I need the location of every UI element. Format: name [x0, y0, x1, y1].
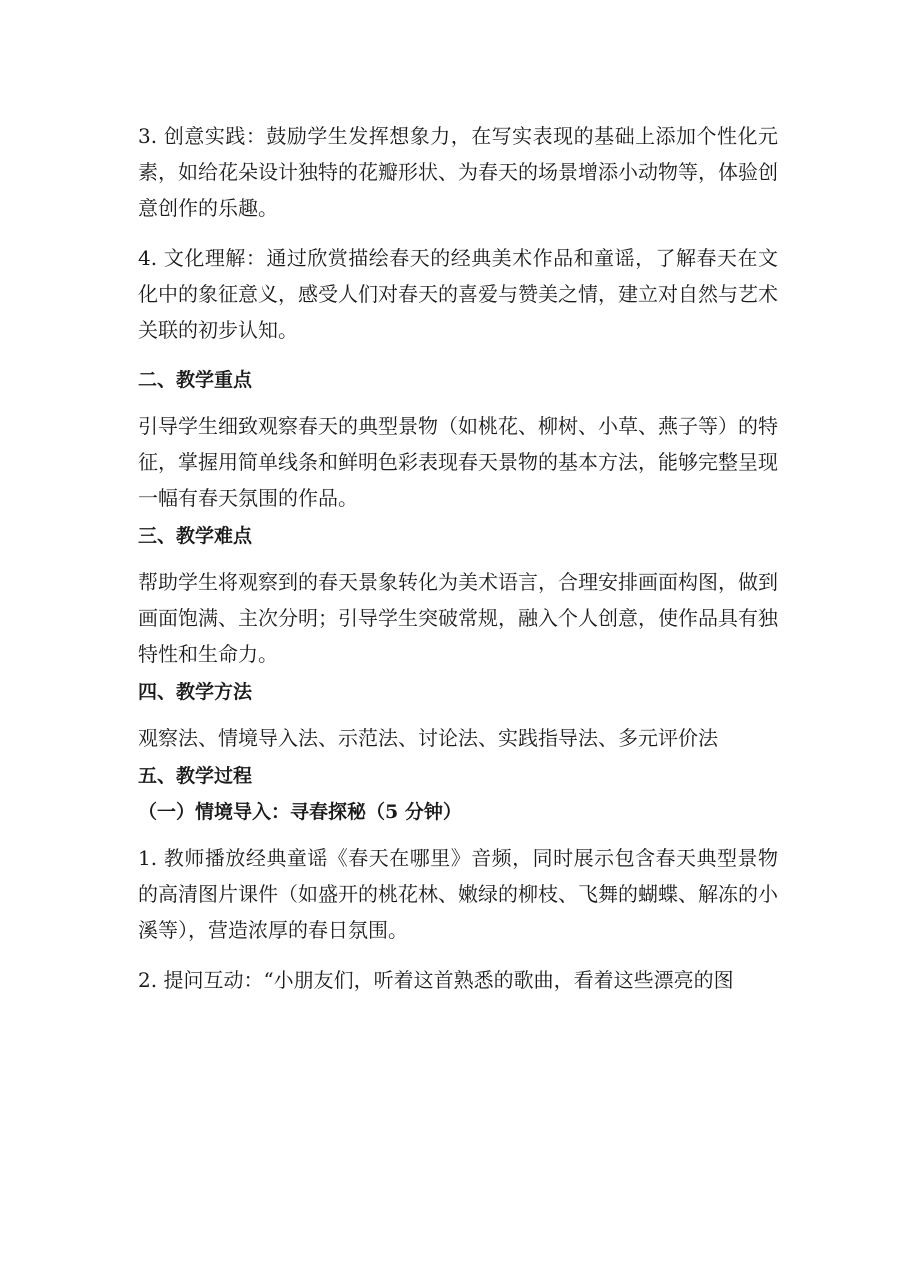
- section-heading-methods: 四、教学方法: [138, 681, 253, 703]
- section-heading-process: 五、教学过程: [138, 765, 253, 787]
- paragraph-creative-practice: 3. 创意实践：鼓励学生发挥想象力，在写实表现的基础上添加个性化元素，如给花朵设计独特的花瓣形状、为春天的场景增添小动物等，体验创意创作的乐趣。: [138, 124, 778, 220]
- paragraph-process-step-2: 2. 提问互动：“小朋友们，听着这首熟悉的歌曲，看着这些漂亮的图: [138, 968, 734, 992]
- document-page: [138, 118, 778, 998]
- section-heading-key-points: 二、教学重点: [138, 369, 253, 391]
- paragraph-process-step-1: 1. 教师播放经典童谣《春天在哪里》音频，同时展示包含春天典型景物的高清图片课件（如盛开的桃花林、嫩绿的柳枝、飞舞的蝴蝶、解冻的小溪等），营造浓厚的春日氛围。: [138, 846, 778, 942]
- paragraph-cultural-understanding: 4. 文化理解：通过欣赏描绘春天的经典美术作品和童谣，了解春天在文化中的象征意义，感受人们对春天的喜爱与赞美之情，建立对自然与艺术关联的初步认知。: [138, 246, 778, 342]
- section-heading-difficulties: 三、教学难点: [138, 525, 253, 547]
- paragraph-methods: 观察法、情境导入法、示范法、讨论法、实践指导法、多元评价法: [138, 726, 718, 750]
- paragraph-difficulties: 帮助学生将观察到的春天景象转化为美术语言，合理安排画面构图，做到画面饱满、主次分明；引导学生突破常规，融入个人创意，使作品具有独特性和生命力。: [138, 570, 778, 666]
- subheading-situation-intro: （一）情境导入：寻春探秘（5 分钟）: [138, 801, 462, 823]
- paragraph-key-points: 引导学生细致观察春天的典型景物（如桃花、柳树、小草、燕子等）的特征，掌握用简单线条和鲜明色彩表现春天景物的基本方法，能够完整呈现一幅有春天氛围的作品。: [138, 414, 778, 510]
